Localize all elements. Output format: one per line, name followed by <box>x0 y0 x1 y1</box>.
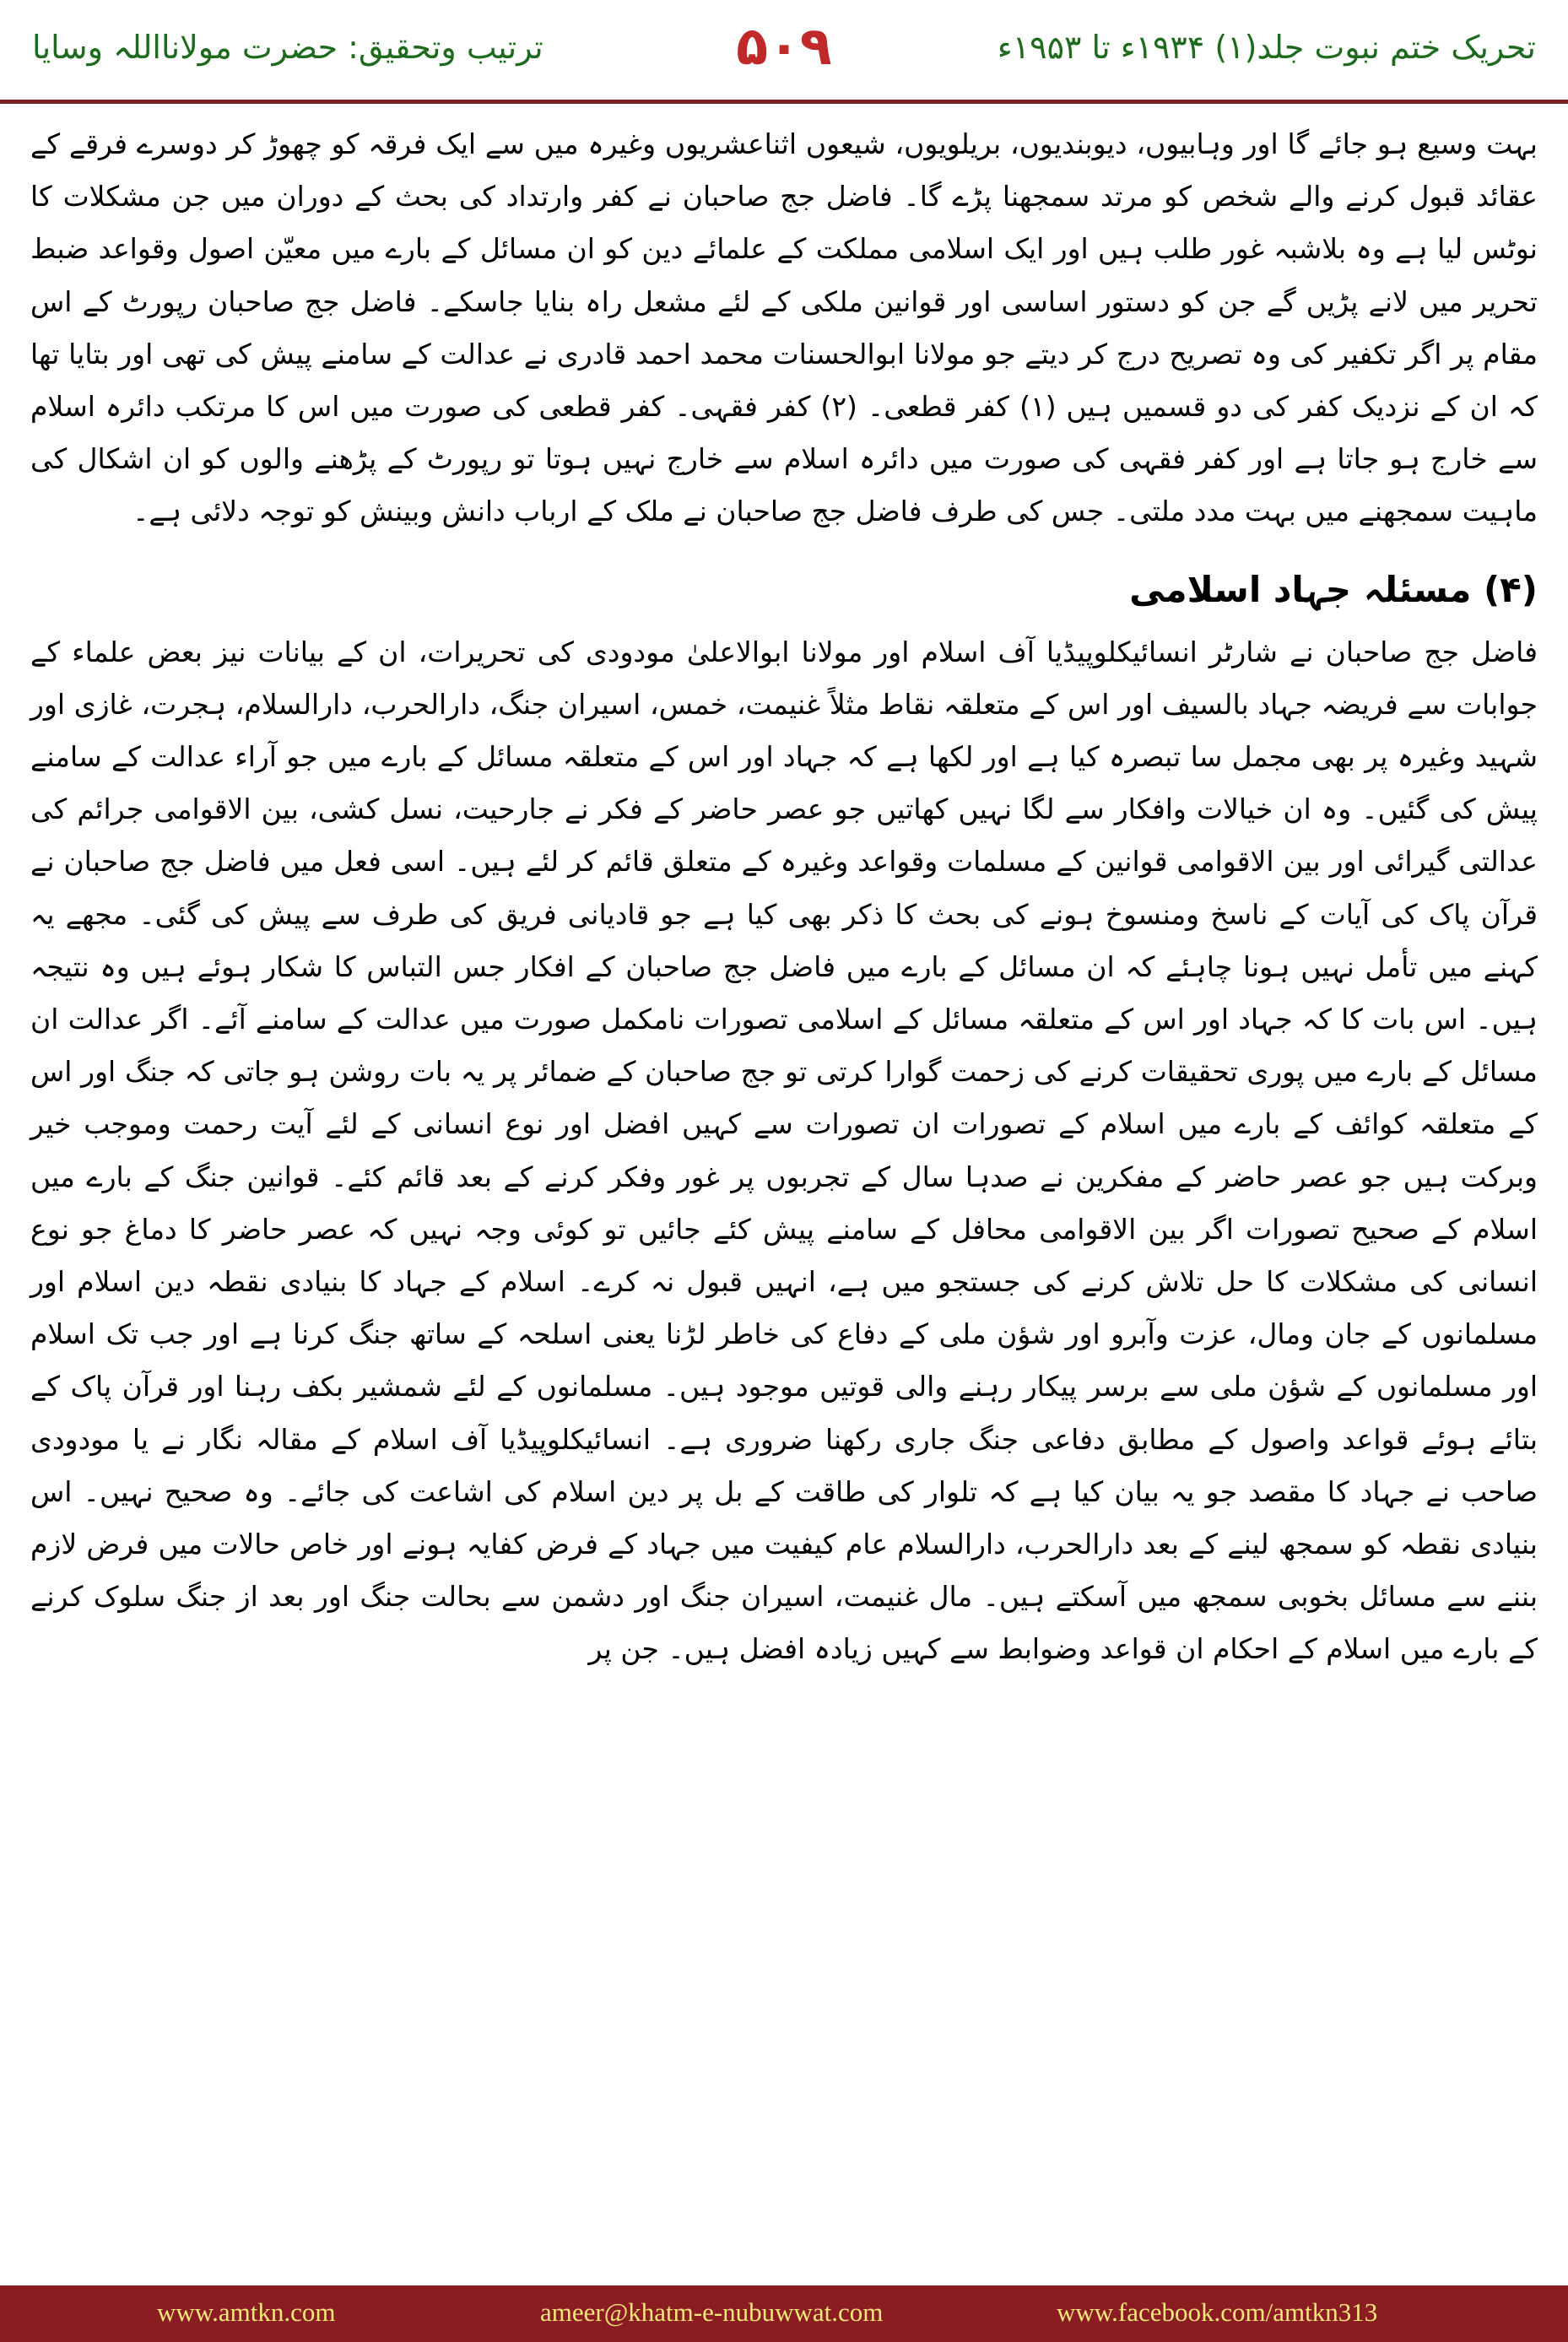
page-number: ۵۰۹ <box>736 15 832 77</box>
book-title: تحریک ختم نبوت جلد(۱) ۱۹۳۴ء تا ۱۹۵۳ء <box>997 29 1536 66</box>
paragraph-kufr: بہت وسیع ہو جائے گا اور وہابیوں، دیوبندیوں، بریلویوں، شیعوں اثناعشریوں وغیرہ میں سے ایک فرقہ کو چھوڑ کر دوسرے فرقے کے عقائد قبول کرنے والے شخص کو مرتد سمجھنا پڑے گا۔ فاضل جج صاحبان نے کفر وارتداد کی بحث کے دوران میں جن مشکلات کا نوٹس لیا ہے وہ بلاشبہ غور طلب ہیں اور ایک اسلامی مملکت کے علمائے دین کو ان مسائل کے بارے میں معیّن اصول وقواعد ضبط تحریر میں لانے پڑیں گے جن کو دستور اساسی اور قوانین ملکی کے لئے مشعل راہ بنایا جاسکے۔ فاضل جج صاحبان رپورٹ کے اس مقام پر اگر تکفیر کی وہ تصریح درج کر دیتے جو مولانا ابوالحسنات محمد احمد قادری نے عدالت کے سامنے پیش کی تھی اور بتایا تھا کہ ان کے نزدیک کفر کی دو قسمیں ہیں (۱) کفر قطعی۔ (۲) کفر فقہی۔ کفر قطعی کی صورت میں اس کا مرتکب دائرہ اسلام سے خارج ہو جاتا ہے اور کفر فقہی کی صورت میں دائرہ اسلام سے خارج نہیں ہوتا تو رپورٹ کے پڑھنے والوں کو ان اشکال کی ماہیت سمجھنے میں بہت مدد ملتی۔ جس کی طرف فاضل جج صاحبان نے ملک کے ارباب دانش وبینش کو توجہ دلائی ہے۔ <box>30 127 1538 528</box>
page-header <box>0 0 1568 108</box>
email-link[interactable]: ameer@khatm-e-nubuwwat.com <box>540 2297 884 2327</box>
page-footer <box>0 2285 1568 2342</box>
section-title: (۴) مسئلہ جہاد اسلامی <box>1129 568 1538 610</box>
paragraph-jihad: فاضل جج صاحبان نے شارٹر انسائیکلوپیڈیا آف اسلام اور مولانا ابوالاعلیٰ مودودی کی تحریرات، ان کے بیانات نیز بعض علماء کے جوابات سے فریضہ جہاد بالسیف اور اس کے متعلقہ نقاط مثلاً غنیمت، خمس، اسیران جنگ، دارالحرب، دارالسلام، ہجرت، غازی اور شہید وغیرہ پر بھی مجمل سا تبصرہ کیا ہے اور لکھا ہے کہ جہاد اور اس کے متعلقہ مسائل کے بارے میں جو آراء عدالت کے سامنے پیش کی گئیں۔ وہ ان خیالات وافکار سے لگا نہیں کھاتیں جو عصر حاضر کے فکر نے جارحیت، نسل کشی، بین الاقوامی جرائم کی عدالتی گیرائی اور بین الاقوامی قوانین کے مسلمات وقواعد وغیرہ کے متعلق قائم کر لئے ہیں۔ اسی فعل میں فاضل جج صاحبان نے قرآن پاک کی آیات کے ناسخ ومنسوخ ہونے کی بحث کا ذکر بھی کیا ہے جو قادیانی فریق کی طرف سے پیش کی گئی۔ مجھے یہ کہنے میں تأمل نہیں ہونا چاہئے کہ ان مسائل کے بارے میں فاضل جج صاحبان کے افکار جس التباس کا شکار ہوئے ہیں وہ نتیجہ ہیں۔ اس بات کا کہ جہاد اور اس کے متعلقہ مسائل کے اسلامی تصورات نامکمل صورت میں عدالت کے سامنے آئے۔ اگر عدالت ان مسائل کے بارے میں پوری تحقیقات کرنے کی زحمت گوارا کرتی تو جج صاحبان کے ضمائر پر یہ بات روشن ہو جاتی کہ جنگ اور اس کے متعلقہ کوائف کے بارے میں اسلام کے تصورات ان تصورات سے کہیں افضل اور نوع انسانی کے لئے آیت رحمت وموجب خیر وبرکت ہیں جو عصر حاضر کے مفکرین نے صدہا سال کے تجربوں پر غور وفکر کرنے کے بعد قائم کئے۔ قوانین جنگ کے بارے میں اسلام کے صحیح تصورات اگر بین الاقوامی محافل کے سامنے پیش کئے جائیں تو کوئی وجہ نہیں کہ عصر حاضر کا دماغ جو نوع انسانی کی مشکلات کا حل تلاش کرنے کی جستجو میں ہے، انہیں قبول نہ کرے۔ اسلام کے جہاد کا بنیادی نقطہ دین اسلام اور مسلمانوں کے جان ومال، عزت وآبرو اور شؤن ملی کے دفاع کی خاطر لڑنا یعنی اسلحہ کے ساتھ جنگ کرنا ہے اور جب تک اسلام اور مسلمانوں کے شؤن ملی سے برسر پیکار رہنے والی قوتیں موجود ہیں۔ مسلمانوں کے لئے شمشیر بکف رہنا اور قرآن پاک کے بتائے ہوئے قواعد واصول کے مطابق دفاعی جنگ جاری رکھنا ضروری ہے۔ انسائیکلوپیڈیا آف اسلام کے مقالہ نگار نے یا مودودی صاحب نے جہاد کا مقصد جو یہ بیان کیا ہے کہ تلوار کی طاقت کے بل پر دین اسلام کی اشاعت کی جائے۔ وہ صحیح نہیں۔ اس بنیادی نقطہ کو سمجھ لینے کے بعد دارالحرب، دارالسلام عام کیفیت میں جہاد کے فرض کفایہ ہونے اور خاص حالات میں فرض لازم بننے سے مسائل بخوبی سمجھ میں آسکتے ہیں۔ مال غنیمت، اسیران جنگ اور دشمن سے بحالت جنگ اور بعد از جنگ سلوک کرنے کے بارے میں اسلام کے احکام ان قواعد وضوابط سے کہیں زیادہ افضل ہیں۔ جن پر <box>30 635 1538 1666</box>
page-body <box>30 118 1538 1676</box>
header-divider <box>0 100 1568 104</box>
compiler-credit: ترتیب وتحقیق: حضرت مولانااللہ وسایا <box>32 29 543 66</box>
website-link[interactable]: www.amtkn.com <box>157 2297 336 2327</box>
facebook-link[interactable]: www.facebook.com/amtkn313 <box>1057 2297 1378 2327</box>
